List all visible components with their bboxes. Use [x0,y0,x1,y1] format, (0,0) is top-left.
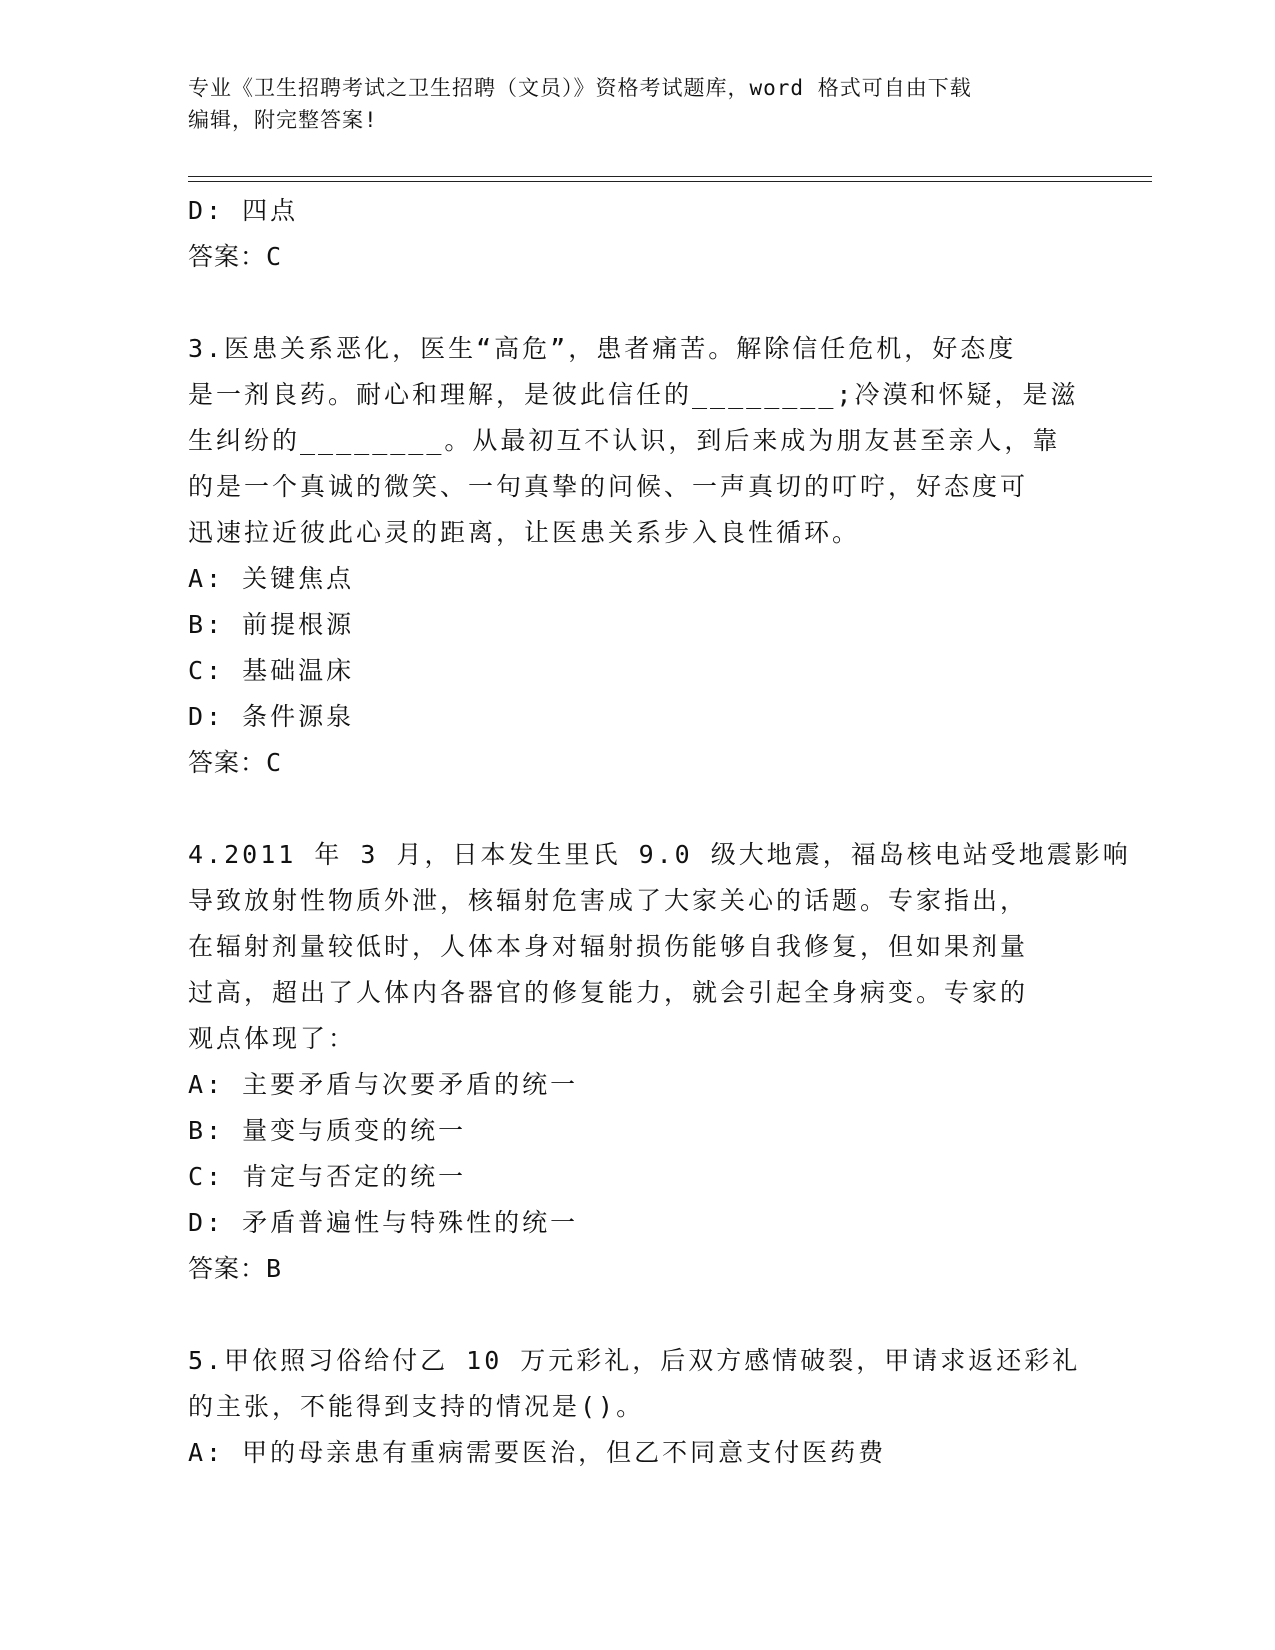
q4-stem-line: 4.2011 年 3 月，日本发生里氏 9.0 级大地震，福岛核电站受地震影响 [188,840,1131,869]
q2-option-d: D: 四点 [188,196,299,225]
q3-option-c: C: 基础温床 [188,656,355,685]
answer-label: 答案： [188,242,267,271]
q4-stem-line: 在辐射剂量较低时，人体本身对辐射损伤能够自我修复，但如果剂量 [188,932,1029,961]
spacer [188,280,1088,326]
q3-stem-line: 迅速拉近彼此心灵的距离，让医患关系步入良性循环。 [188,518,861,547]
answer-label: 答案： [188,748,267,777]
q4-answer [188,1246,1088,1292]
q3-option-d: D: 条件源泉 [188,702,355,731]
q3-option-a: A: 关键焦点 [188,564,355,593]
header-rule-bottom [188,181,1152,182]
q3-answer [188,740,1088,786]
header-rule-top [188,176,1152,177]
answer-value: C [266,242,283,271]
q4-option-c: C: 肯定与否定的统一 [188,1162,467,1191]
question-4 [188,832,1131,1292]
page-header [188,72,1068,136]
q5-stem-line: 5.甲依照习俗给付乙 10 万元彩礼，后双方感情破裂，甲请求返还彩礼 [188,1346,1081,1375]
question-3 [188,326,1088,786]
q3-stem-line: 生纠纷的________。从最初互不认识，到后来成为朋友甚至亲人，靠 [188,426,1061,455]
q4-option-a: A: 主要矛盾与次要矛盾的统一 [188,1070,579,1099]
q5-stem-line: 的主张，不能得到支持的情况是()。 [188,1392,645,1421]
q4-option-d: D: 矛盾普遍性与特殊性的统一 [188,1208,579,1237]
q3-stem-line: 的是一个真诚的微笑、一句真挚的问候、一声真切的叮咛，好态度可 [188,472,1029,501]
spacer [188,786,1088,832]
answer-value: B [266,1254,283,1283]
header-line-2: 编辑，附完整答案! [188,108,378,132]
q3-stem-line: 3.医患关系恶化，医生“高危”，患者痛苦。解除信任危机，好态度 [188,334,1017,363]
q5-option-a: A: 甲的母亲患有重病需要医治，但乙不同意支付医药费 [188,1438,887,1467]
q3-option-b: B: 前提根源 [188,610,355,639]
answer-label: 答案： [188,1254,267,1283]
q4-option-b: B: 量变与质变的统一 [188,1116,467,1145]
q4-stem-line: 导致放射性物质外泄，核辐射危害成了大家关心的话题。专家指出， [188,886,1029,915]
q4-stem-line: 过高，超出了人体内各器官的修复能力，就会引起全身病变。专家的 [188,978,1029,1007]
q2-answer [188,234,1088,280]
question-content [188,188,1131,1476]
spacer [188,1292,1088,1338]
answer-value: C [266,748,283,777]
q3-stem-line: 是一剂良药。耐心和理解，是彼此信任的________;冷漠和怀疑，是滋 [188,380,1079,409]
header-line-1: 专业《卫生招聘考试之卫生招聘（文员）》资格考试题库，word 格式可自由下载 [188,76,972,100]
q4-stem-line: 观点体现了： [188,1024,357,1053]
question-5 [188,1338,1088,1476]
